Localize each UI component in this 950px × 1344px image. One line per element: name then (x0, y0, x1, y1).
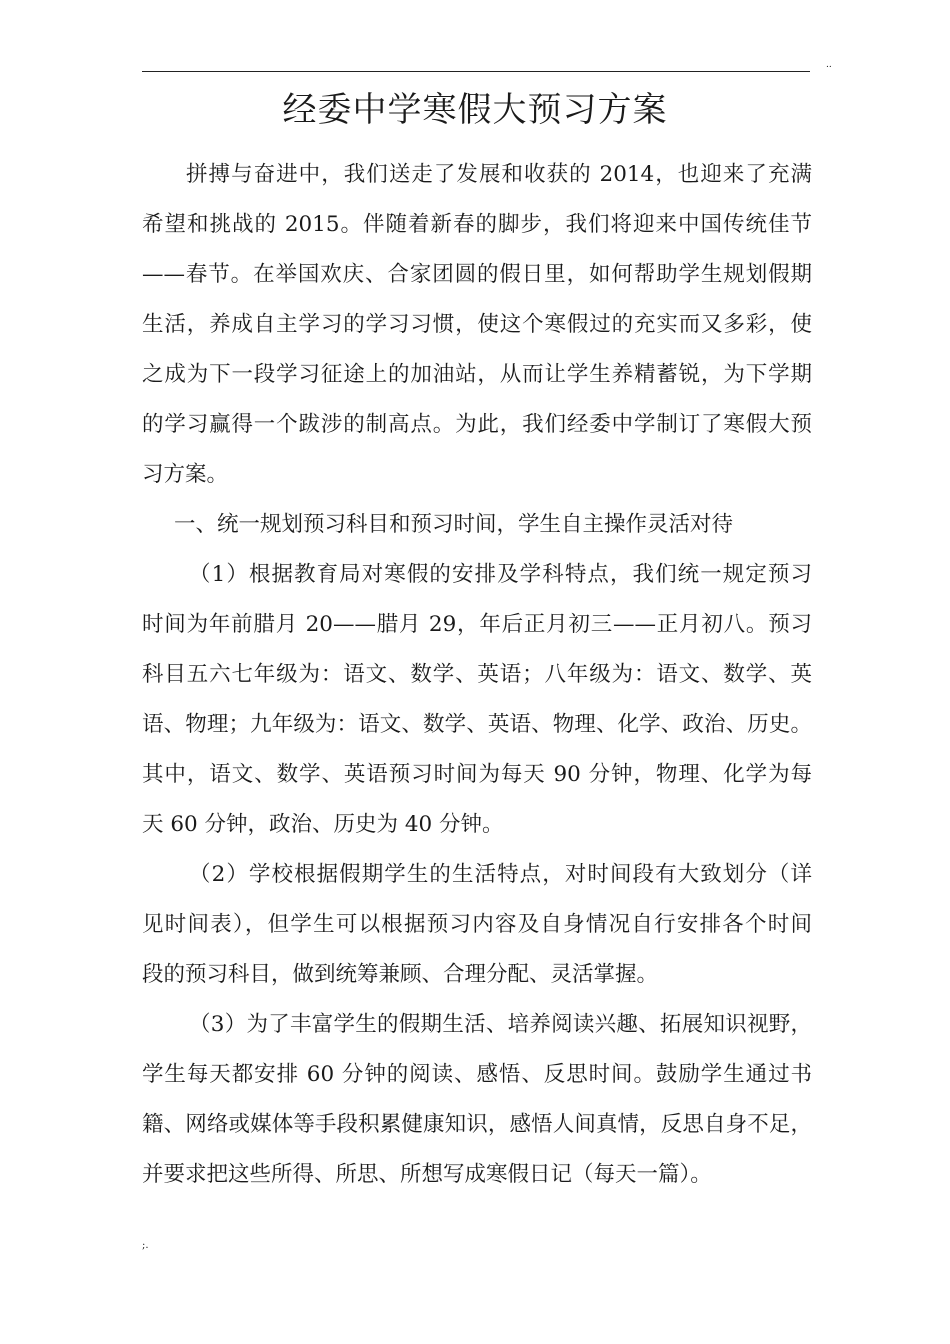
text-line: （2）学校根据假期学生的生活特点，对时间段有大致划分（详 (189, 862, 812, 887)
item-2-paragraph (142, 850, 812, 1000)
section-heading (142, 500, 812, 550)
text-line: 学生每天都安排 60 分钟的阅读、感悟、反思时间。鼓励学生通过书 (142, 1062, 812, 1087)
text-line: （1）根据教育局对寒假的安排及学科特点，我们统一规定预习 (189, 562, 812, 587)
text-line: 其中，语文、数学、英语预习时间为每天 90 分钟，物理、化学为每 (142, 762, 812, 787)
text-line: 科目五六七年级为：语文、数学、英语；八年级为：语文、数学、英 (142, 662, 812, 687)
item-1-paragraph (142, 550, 812, 850)
document-body (142, 150, 812, 1200)
header-mark: .. (826, 60, 832, 70)
text-line: 时间为年前腊月 20——腊月 29，年后正月初三——正月初八。预习 (142, 612, 812, 637)
text-line: 拼搏与奋进中，我们送走了发展和收获的 2014，也迎来了充满 (186, 162, 812, 187)
intro-paragraph (142, 150, 812, 500)
text-line: 见时间表），但学生可以根据预习内容及自身情况自行安排各个时间 (142, 912, 812, 937)
text-line: （3）为了丰富学生的假期生活、培养阅读兴趣、拓展知识视野， (189, 1012, 812, 1037)
text-line: 习方案。 (142, 462, 229, 487)
text-line: 并要求把这些所得、所思、所想写成寒假日记（每天一篇）。 (142, 1162, 712, 1187)
item-3-paragraph (142, 1000, 812, 1200)
document-title: 经委中学寒假大预习方案 (282, 90, 668, 130)
text-line: 语、物理；九年级为：语文、数学、英语、物理、化学、政治、历史。 (142, 712, 812, 737)
text-line: 籍、网络或媒体等手段积累健康知识，感悟人间真情，反思自身不足， (142, 1112, 812, 1137)
text-line: 一、统一规划预习科目和预习时间，学生自主操作灵活对待 (174, 512, 734, 537)
text-line: 天 60 分钟，政治、历史为 40 分钟。 (142, 812, 504, 837)
text-line: 希望和挑战的 2015。伴随着新春的脚步，我们将迎来中国传统佳节 (142, 212, 812, 237)
text-line: 段的预习科目，做到统筹兼顾、合理分配、灵活掌握。 (142, 962, 659, 987)
text-line: 生活，养成自主学习的学习习惯，使这个寒假过的充实而又多彩，使 (142, 312, 812, 337)
text-line: 的学习赢得一个跋涉的制高点。为此，我们经委中学制订了寒假大预 (142, 412, 812, 437)
footer-mark: ;. (142, 1240, 149, 1251)
text-line: 之成为下一段学习征途上的加油站，从而让学生养精蓄锐，为下学期 (142, 362, 812, 387)
text-line: ——春节。在举国欢庆、合家团圆的假日里，如何帮助学生规划假期 (142, 262, 812, 287)
header-rule (142, 71, 810, 72)
